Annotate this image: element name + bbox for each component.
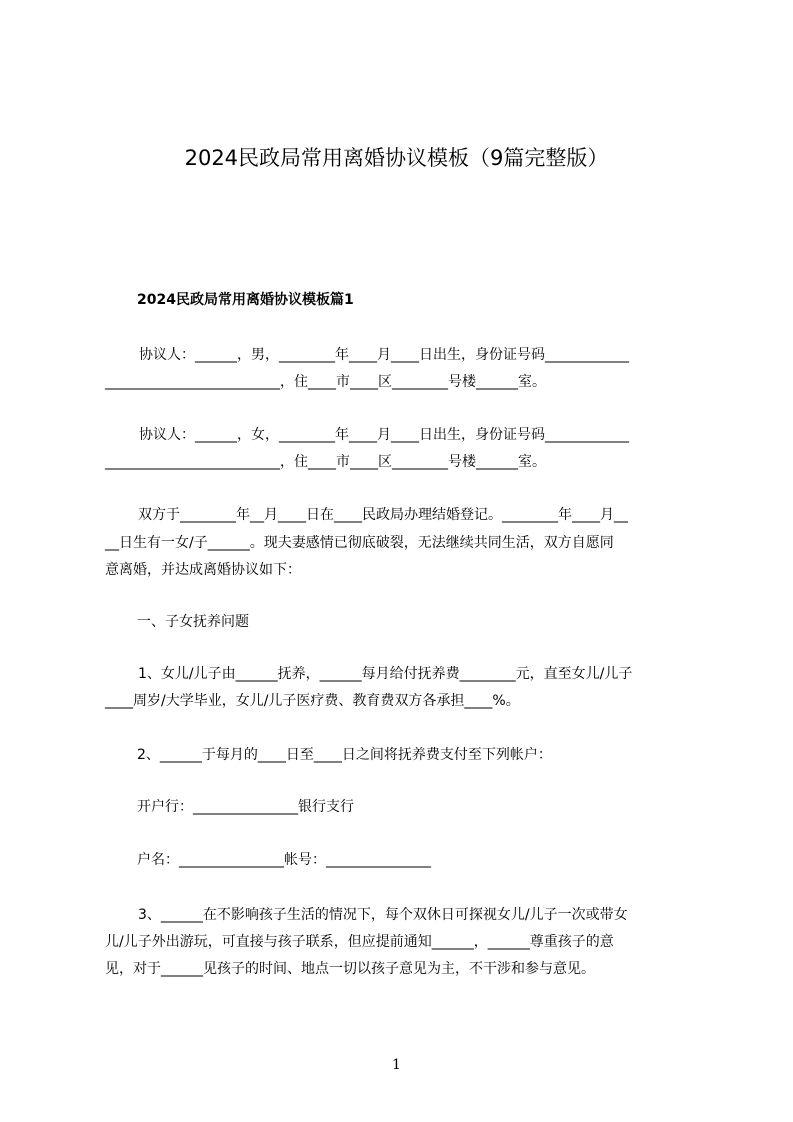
page-number: 1 <box>392 1057 401 1073</box>
clause-2-line: 2、______于每月的____日至____日之间将抚养费支付至下列帐户： <box>137 747 552 763</box>
document-title: 2024民政局常用离婚协议模板（9篇完整版） <box>184 146 609 170</box>
party-two-line-1: 协议人：______，女，________年____月____日出生，身份证号码____________ <box>139 427 629 443</box>
account-line: 户名：_______________帐号：_______________ <box>137 852 431 868</box>
party-one-line-1: 协议人：______，男，________年____月____日出生，身份证号码____________ <box>139 347 629 363</box>
marriage-paragraph-line-1: 双方于________年__月____日在____民政局办理结婚登记。________年____月__ <box>138 507 628 523</box>
clause-1-line-1: 1、女儿/儿子由______抚养，______每月给付抚养费________元，直至女儿/儿子 <box>138 666 633 682</box>
party-two-line-2: _________________________，住____市____区________号楼______室。 <box>105 454 546 470</box>
clause-3-line-3: 见，对于______见孩子的时间、地点一切以孩子意见为主，不干涉和参与意见。 <box>105 961 595 977</box>
clause-3-line-2: 儿/儿子外出游玩，可直接与孩子联系，但应提前通知______，______尊重孩子的意 <box>105 934 614 950</box>
child-custody-heading: 一、子女抚养问题 <box>137 614 249 630</box>
bank-branch-line: 开户行：_______________银行支行 <box>137 799 354 815</box>
party-one-line-2: _________________________，住____市____区________号楼______室。 <box>105 374 546 390</box>
section-heading: 2024民政局常用离婚协议模板篇1 <box>137 292 354 308</box>
marriage-paragraph-line-2: __日生有一女/子______。现夫妻感情已彻底破裂，无法继续共同生活，双方自愿同 <box>105 535 614 551</box>
clause-1-line-2: ____周岁/大学毕业，女儿/儿子医疗费、教育费双方各承担____%。 <box>105 693 520 709</box>
marriage-paragraph-line-3: 意离婚，并达成离婚协议如下： <box>105 562 301 578</box>
clause-3-line-1: 3、______在不影响孩子生活的情况下，每个双休日可探视女儿/儿子一次或带女 <box>138 907 628 923</box>
